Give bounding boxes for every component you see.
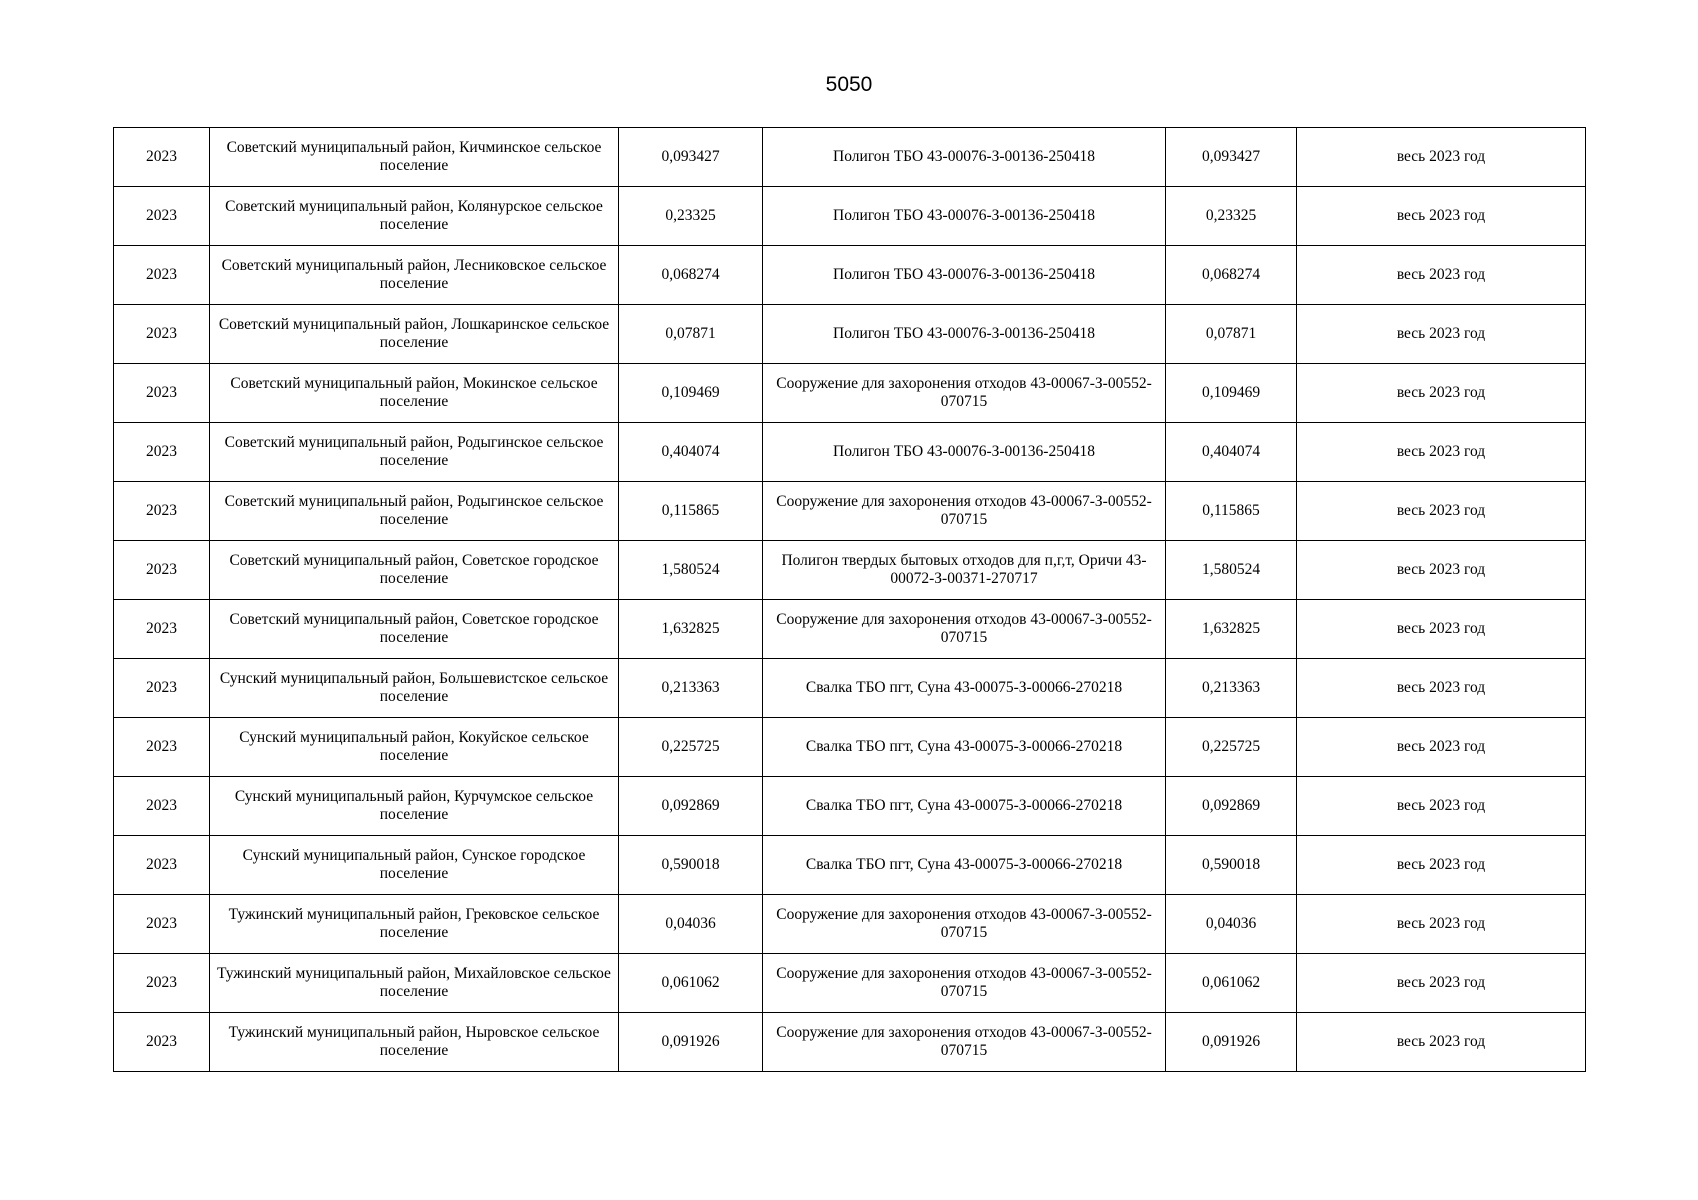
- cell-volume-placed: 1,632825: [1166, 600, 1297, 659]
- cell-year: 2023: [114, 777, 210, 836]
- table-row: [114, 305, 1586, 364]
- cell-volume-placed: 0,225725: [1166, 718, 1297, 777]
- cell-territory: Советский муниципальный район, Лесниковское сельское поселение: [210, 246, 619, 305]
- cell-volume-placed: 0,04036: [1166, 895, 1297, 954]
- cell-period: весь 2023 год: [1297, 895, 1586, 954]
- cell-territory: Советский муниципальный район, Лошкаринское сельское поселение: [210, 305, 619, 364]
- table-row: [114, 1013, 1586, 1072]
- cell-volume-placed: 0,092869: [1166, 777, 1297, 836]
- cell-period: весь 2023 год: [1297, 659, 1586, 718]
- table-row: [114, 187, 1586, 246]
- cell-volume: 0,404074: [619, 423, 763, 482]
- cell-volume: 0,590018: [619, 836, 763, 895]
- cell-facility: Сооружение для захоронения отходов 43-00067-З-00552-070715: [763, 954, 1166, 1013]
- cell-facility: Сооружение для захоронения отходов 43-00067-З-00552-070715: [763, 1013, 1166, 1072]
- cell-facility: Полигон ТБО 43-00076-З-00136-250418: [763, 305, 1166, 364]
- cell-facility: Полигон ТБО 43-00076-З-00136-250418: [763, 423, 1166, 482]
- cell-year: 2023: [114, 423, 210, 482]
- cell-territory: Советский муниципальный район, Кичминское сельское поселение: [210, 128, 619, 187]
- table-row: [114, 954, 1586, 1013]
- cell-volume: 0,109469: [619, 364, 763, 423]
- cell-facility: Сооружение для захоронения отходов 43-00067-З-00552-070715: [763, 482, 1166, 541]
- cell-volume: 0,07871: [619, 305, 763, 364]
- table-row: [114, 600, 1586, 659]
- table-row: [114, 659, 1586, 718]
- cell-year: 2023: [114, 600, 210, 659]
- cell-year: 2023: [114, 482, 210, 541]
- cell-volume-placed: 0,093427: [1166, 128, 1297, 187]
- cell-facility: Свалка ТБО пгт, Суна 43-00075-З-00066-270218: [763, 718, 1166, 777]
- table-row: [114, 895, 1586, 954]
- cell-year: 2023: [114, 659, 210, 718]
- cell-volume: 1,580524: [619, 541, 763, 600]
- cell-territory: Сунский муниципальный район, Кокуйское сельское поселение: [210, 718, 619, 777]
- cell-volume-placed: 0,109469: [1166, 364, 1297, 423]
- cell-year: 2023: [114, 718, 210, 777]
- cell-volume-placed: 0,07871: [1166, 305, 1297, 364]
- cell-territory: Сунский муниципальный район, Курчумское сельское поселение: [210, 777, 619, 836]
- cell-territory: Советский муниципальный район, Родыгинское сельское поселение: [210, 423, 619, 482]
- cell-facility: Полигон ТБО 43-00076-З-00136-250418: [763, 187, 1166, 246]
- cell-period: весь 2023 год: [1297, 718, 1586, 777]
- table-row: [114, 246, 1586, 305]
- cell-territory: Советский муниципальный район, Советское городское поселение: [210, 541, 619, 600]
- cell-volume: 1,632825: [619, 600, 763, 659]
- data-table: [113, 127, 1586, 1072]
- cell-period: весь 2023 год: [1297, 128, 1586, 187]
- cell-volume: 0,091926: [619, 1013, 763, 1072]
- cell-volume-placed: 0,590018: [1166, 836, 1297, 895]
- cell-year: 2023: [114, 246, 210, 305]
- table-row: [114, 423, 1586, 482]
- cell-volume-placed: 0,068274: [1166, 246, 1297, 305]
- cell-period: весь 2023 год: [1297, 1013, 1586, 1072]
- cell-volume-placed: 0,091926: [1166, 1013, 1297, 1072]
- cell-period: весь 2023 год: [1297, 423, 1586, 482]
- cell-volume: 0,093427: [619, 128, 763, 187]
- cell-period: весь 2023 год: [1297, 482, 1586, 541]
- cell-year: 2023: [114, 364, 210, 423]
- table-row: [114, 541, 1586, 600]
- cell-year: 2023: [114, 836, 210, 895]
- table-row: [114, 128, 1586, 187]
- cell-period: весь 2023 год: [1297, 246, 1586, 305]
- cell-period: весь 2023 год: [1297, 777, 1586, 836]
- cell-facility: Полигон твердых бытовых отходов для п,г,т, Оричи 43-00072-З-00371-270717: [763, 541, 1166, 600]
- cell-period: весь 2023 год: [1297, 364, 1586, 423]
- table-row: [114, 718, 1586, 777]
- cell-volume-placed: 0,213363: [1166, 659, 1297, 718]
- cell-volume: 0,061062: [619, 954, 763, 1013]
- cell-volume-placed: 0,23325: [1166, 187, 1297, 246]
- cell-year: 2023: [114, 895, 210, 954]
- cell-territory: Советский муниципальный район, Советское городское поселение: [210, 600, 619, 659]
- cell-year: 2023: [114, 541, 210, 600]
- cell-year: 2023: [114, 1013, 210, 1072]
- cell-volume: 0,115865: [619, 482, 763, 541]
- cell-period: весь 2023 год: [1297, 541, 1586, 600]
- table-row: [114, 482, 1586, 541]
- cell-facility: Сооружение для захоронения отходов 43-00067-З-00552-070715: [763, 364, 1166, 423]
- cell-period: весь 2023 год: [1297, 187, 1586, 246]
- cell-territory: Советский муниципальный район, Мокинское сельское поселение: [210, 364, 619, 423]
- cell-volume: 0,23325: [619, 187, 763, 246]
- cell-facility: Полигон ТБО 43-00076-З-00136-250418: [763, 246, 1166, 305]
- cell-volume-placed: 0,061062: [1166, 954, 1297, 1013]
- cell-year: 2023: [114, 954, 210, 1013]
- cell-year: 2023: [114, 187, 210, 246]
- cell-volume: 0,092869: [619, 777, 763, 836]
- cell-facility: Полигон ТБО 43-00076-З-00136-250418: [763, 128, 1166, 187]
- cell-period: весь 2023 год: [1297, 954, 1586, 1013]
- cell-facility: Сооружение для захоронения отходов 43-00067-З-00552-070715: [763, 895, 1166, 954]
- table-row: [114, 777, 1586, 836]
- cell-territory: Сунский муниципальный район, Сунское городское поселение: [210, 836, 619, 895]
- cell-territory: Советский муниципальный район, Колянурское сельское поселение: [210, 187, 619, 246]
- cell-period: весь 2023 год: [1297, 836, 1586, 895]
- cell-volume: 0,04036: [619, 895, 763, 954]
- cell-volume-placed: 0,115865: [1166, 482, 1297, 541]
- table-row: [114, 364, 1586, 423]
- cell-year: 2023: [114, 305, 210, 364]
- cell-volume-placed: 0,404074: [1166, 423, 1297, 482]
- cell-facility: Свалка ТБО пгт, Суна 43-00075-З-00066-270218: [763, 777, 1166, 836]
- cell-facility: Свалка ТБО пгт, Суна 43-00075-З-00066-270218: [763, 836, 1166, 895]
- cell-facility: Сооружение для захоронения отходов 43-00067-З-00552-070715: [763, 600, 1166, 659]
- table-body: [114, 128, 1586, 1072]
- cell-volume-placed: 1,580524: [1166, 541, 1297, 600]
- cell-territory: Сунский муниципальный район, Большевистское сельское поселение: [210, 659, 619, 718]
- cell-territory: Тужинский муниципальный район, Михайловское сельское поселение: [210, 954, 619, 1013]
- cell-facility: Свалка ТБО пгт, Суна 43-00075-З-00066-270218: [763, 659, 1166, 718]
- page-number: 5050: [825, 73, 873, 96]
- cell-period: весь 2023 год: [1297, 305, 1586, 364]
- cell-year: 2023: [114, 128, 210, 187]
- cell-volume: 0,225725: [619, 718, 763, 777]
- cell-territory: Тужинский муниципальный район, Ныровское сельское поселение: [210, 1013, 619, 1072]
- cell-territory: Тужинский муниципальный район, Грековское сельское поселение: [210, 895, 619, 954]
- cell-territory: Советский муниципальный район, Родыгинское сельское поселение: [210, 482, 619, 541]
- cell-volume: 0,213363: [619, 659, 763, 718]
- cell-period: весь 2023 год: [1297, 600, 1586, 659]
- cell-volume: 0,068274: [619, 246, 763, 305]
- table-row: [114, 836, 1586, 895]
